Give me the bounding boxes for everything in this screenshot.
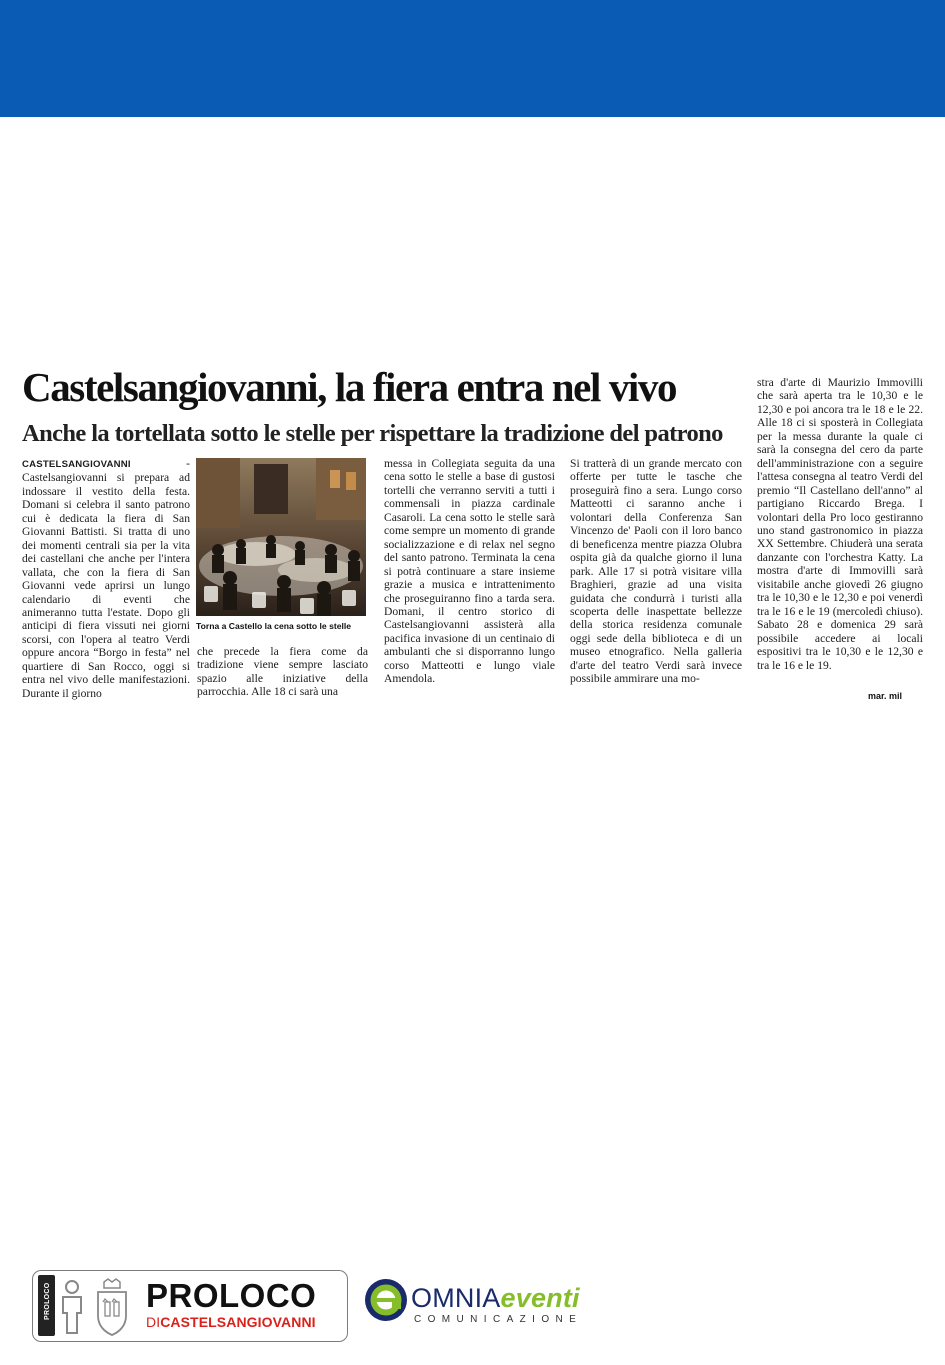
proloco-name: PROLOCO xyxy=(146,1277,317,1314)
photo-caption: Torna a Castello la cena sotto le stelle xyxy=(196,621,352,631)
article-column-5 xyxy=(757,376,923,672)
proloco-subtitle-prefix: DI xyxy=(146,1314,161,1330)
proloco-subtitle-town: CASTELSANGIOVANNI xyxy=(160,1314,316,1330)
article-column-3-text: messa in Collegiata seguita da una cena sotto le stelle a base di gustosi tortelli che verranno serviti a tutti i commensali in piazza cardinale Casaroli. La cena sotto le stelle sarà come sempre un momento di grande socializzazione e di relax nel segno del santo patrono. Terminata la cena si potrà continuare a stare insieme grazie a musica e intrattenimento che proseguiranno fino a tarda sera. Domani, il centro storico di Castelsangiovanni assisterà alla pacifica invasione di un centinaio di ambulanti che si disporranno lungo corso Matteotti e lungo viale Amendola. xyxy=(384,457,555,686)
person-figure-icon xyxy=(56,1278,88,1336)
article-subheadline: Anche la tortellata sotto le stelle per rispettare la tradizione del patrono xyxy=(22,420,723,447)
article-byline: mar. mil xyxy=(868,691,903,701)
article-column-2-text: che precede la fiera come da tradizione viene sempre lasciato spazio alle iniziative della parrocchia. Alle 18 ci sarà una xyxy=(197,645,368,699)
article-column-4-text: Si tratterà di un grande mercato con offerte per tutte le tasche che proseguirà fino a sera. Lungo corso Matteotti ci saranno anche i volontari della Conferenza San Vincenzo de' Paoli con il loro banco di beneficenza mentre piazza Olubra ospita già da qualche giorno il luna park. Alle 17 si potrà visitare villa Braghieri, grazie ad una visita guidata che condurrà i turisti alla scoperta delle inaspettate bellezze della storica residenza comunale oggi sede della biblioteca e di un museo etnografico. Nella galleria d'arte del teatro Verdi sarà invece possibile ammirare una mo- xyxy=(570,457,742,686)
article-headline: Castelsangiovanni, la fiera entra nel vivo xyxy=(22,364,677,410)
omnia-e-logo-icon xyxy=(363,1277,409,1323)
article-column-1 xyxy=(22,457,190,700)
omnia-wordmark xyxy=(411,1283,580,1313)
article-photo xyxy=(196,458,366,616)
omnia-wordmark-part-1: OMNIA xyxy=(411,1283,501,1313)
proloco-vertical-text: PROLOCO xyxy=(44,1282,51,1320)
article-dateline: CASTELSANGIOVANNI xyxy=(22,459,131,470)
article-column-5-text: stra d'arte di Maurizio Immovilli che sarà aperta tra le 10,30 e le 12,30 e poi ancora tra le 18 e le 22. Alle 18 ci si sposterà in Collegiata per la messa durante la quale ci sarà la consegna del cero da parte dell'amministrazione con a seguire l'attesa consegna al teatro Verdi del premio “Il Castellano dell'anno” al partigiano Riccardo Brega. I volontari della Pro loco gestiranno uno stand gastronomico in piazza XX Settembre. Chiuderà una serata danzante con l'orchestra Katty. La mostra d'arte di Immovilli sarà visitabile anche giovedì 26 giugno tra le 10,30 e le 12,30 e poi venerdì tra le 16 e le 19 (mercoledì chiuso). Sabato 28 e domenica 29 sarà possibile accedere ai locali espositivi tra le 10,30 e le 12,30 e tra le 16 e le 19. xyxy=(757,376,923,672)
article-column-4 xyxy=(570,457,742,686)
article-column-3 xyxy=(384,457,555,686)
article-column-2 xyxy=(197,645,368,699)
article-column-1-text: - Castelsangiovanni si prepara ad indossare il vestito della festa. Domani si celebra il santo patrono cui è dedicata la fiera di San Giovanni Battisti. Si tratta di uno dei momenti centrali sia per la vita dei castellani che anche per l'intera vallata, che con la fiera di San Giovanni vede aprirsi un lungo calendario di eventi che animeranno tutta l'estate. Dopo gli anticipi di fiera vissuti nei giorni scorsi, con l'opera al teatro Verdi oppure ancora “Borgo in festa” nel quartiere di San Rocco, oggi si entra nel vivo delle manifestazioni. Durante il giorno xyxy=(22,457,190,700)
omnia-wordmark-part-2: eventi xyxy=(500,1283,580,1313)
header-bar xyxy=(0,0,945,117)
proloco-subtitle xyxy=(146,1314,316,1330)
omnia-tagline: COMUNICAZIONE xyxy=(414,1314,583,1325)
town-crest-icon xyxy=(92,1278,132,1338)
